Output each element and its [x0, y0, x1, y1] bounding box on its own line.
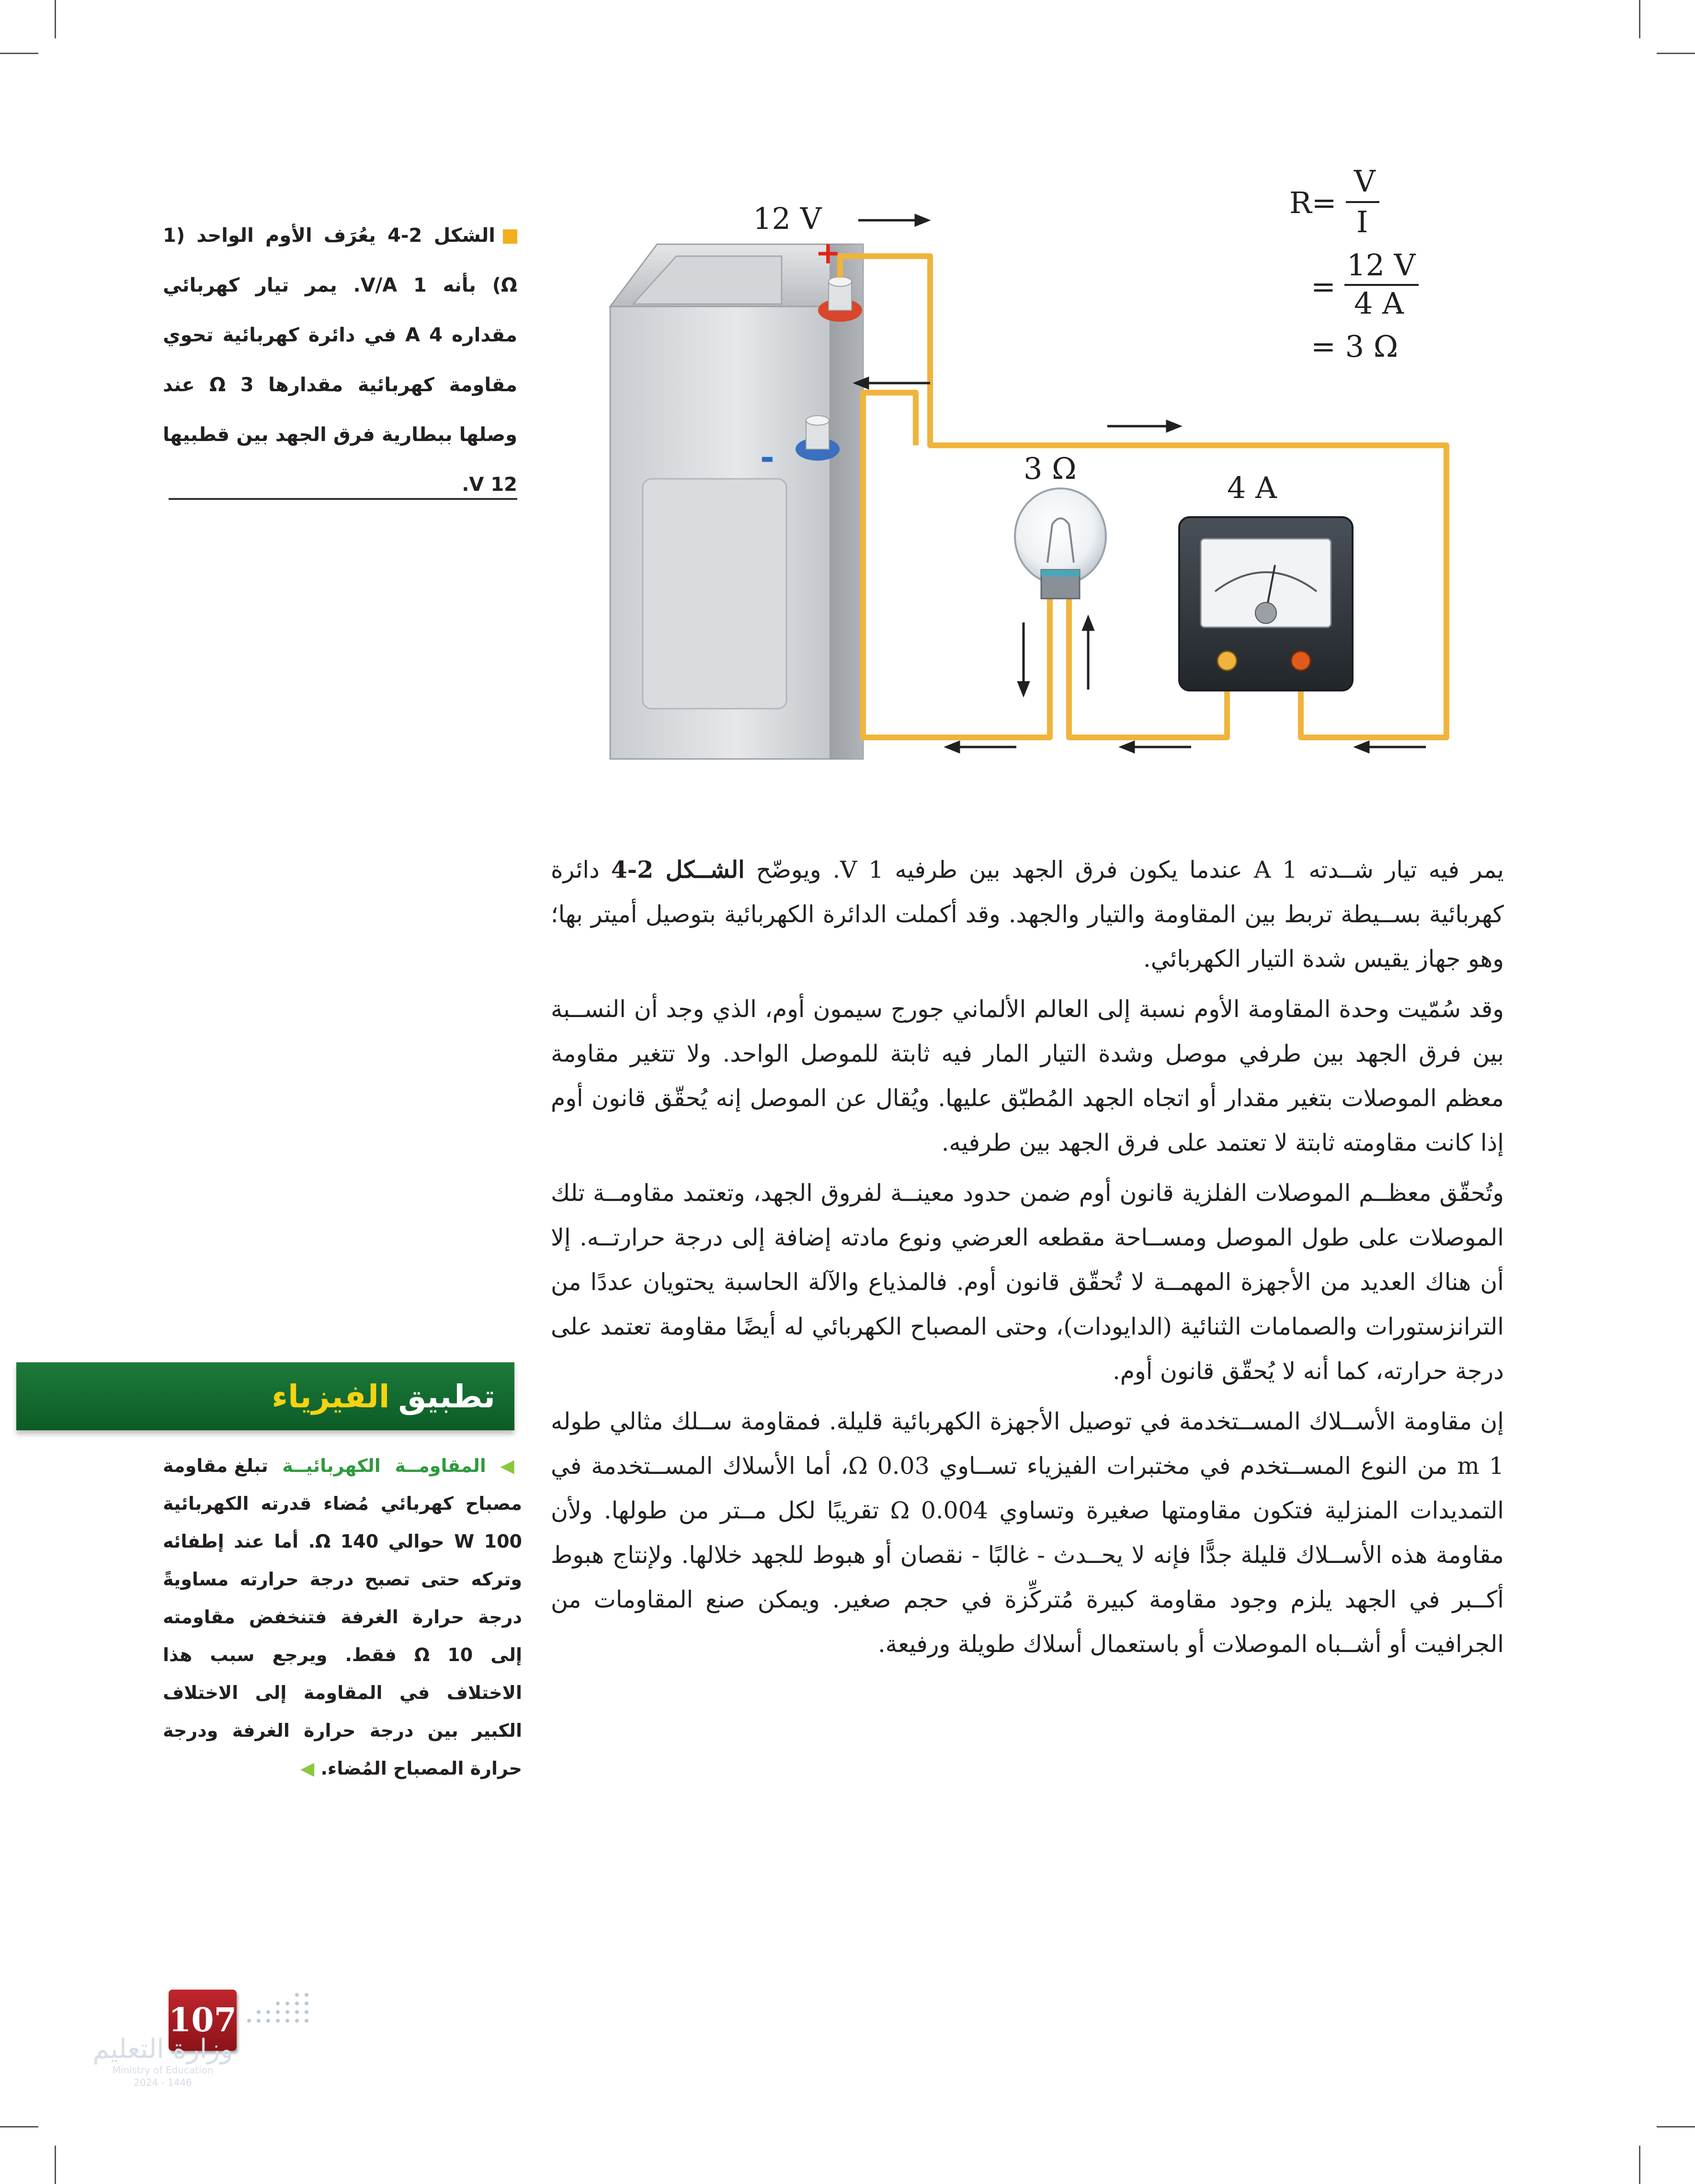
triangle-icon: ◀ [300, 1758, 315, 1779]
figure-reference: الشــكل 2-4 [611, 856, 745, 883]
crop-mark [55, 2146, 56, 2184]
ohm-equation [1289, 164, 1419, 364]
sidebar-title-part1: تطبيق [398, 1378, 495, 1415]
page-number: 107 [169, 1990, 237, 2051]
crop-mark [1639, 2146, 1640, 2184]
arrow-head [1122, 742, 1134, 752]
arrow-head [1083, 618, 1093, 630]
bulb-resistance-label: 3 Ω [1024, 451, 1077, 486]
arrow-head [1167, 421, 1179, 431]
body-text [551, 848, 1504, 1672]
caption-line: 12 V. [462, 474, 517, 496]
caption-line: (1 Ω) بأنه 1 V/A. يمر تيار كهربائي [163, 225, 517, 296]
triangle-icon: ◀ [500, 1455, 522, 1476]
caption-label: الشكل 2-4 [387, 225, 495, 247]
crop-mark [1657, 53, 1695, 54]
arrow-head [916, 215, 928, 225]
caption-square-icon [503, 229, 517, 244]
equation-eq2: = [1311, 269, 1336, 304]
battery [610, 244, 863, 759]
paragraph-text: يمر فيه تيار شــدته 1 A عندما يكون فرق الجهد بين طرفيه 1 V. ويوضّح [756, 856, 1504, 883]
ammeter-current-label: 4 A [1227, 470, 1277, 505]
sidebar-body: تبلغ مقاومة مصباح كهربائي مُضاء قدرته الكهربائية 100 W حوالي 140 Ω. أما عند إطفائه وتركه حتى تصبح درجة حرارته مساويةً درجة حرارة الغرفة فتنخفض مقاومته إلى 10 Ω فقط. ويرجع سبب هذا الاختلاف في المقاومة إلى الاختلاف الكبير بين درجة حرارة الغرفة ودرجة حرارة المصباح المُضاء. [163, 1455, 523, 1779]
ministry-watermark [77, 2035, 249, 2089]
equation-den: 4 A [1354, 286, 1404, 321]
sidebar-header [16, 1362, 514, 1430]
bulb-base-band [1041, 570, 1080, 577]
ammeter [1179, 517, 1353, 690]
crop-mark [1639, 0, 1640, 38]
dots-decoration-icon [244, 1992, 311, 2026]
plus-sign: + [815, 236, 841, 271]
crop-mark [0, 2126, 38, 2127]
negative-terminal-cap [806, 416, 829, 425]
minus-sign: - [760, 437, 774, 477]
paragraph: إن مقاومة الأســلاك المســتخدمة في توصيل الأجهزة الكهربائية قليلة. فمقاومة ســلك مثالي طوله 1 m من النوع المســتخدم في مختبرات الفيزياء تســاوي 0.03 Ω، أما الأسلاك المســتخدمة في التمديدات المنزلية فتكون مقاومتها صغيرة وتساوي 0.004 Ω تقريبًا لكل مــتر من طولها. ولأن مقاومة هذه الأســلاك قليلة جدًّا فإنه لا يحــدث - غالبًا - نقصان أو هبوط للجهد خلالها. ولإنتاج هبوط أكــبر في الجهد يلزم وجود مقاومة كبيرة مُتركِّزة في حجم صغير. ويمكن صنع المقاومات من الجرافيت أو أشــباه الموصلات أو باستعمال أسلاك طويلة ورفيعة. [551, 1408, 1504, 1658]
ammeter-terminal-black [1217, 651, 1237, 670]
sidebar-title-part2: الفيزياء [272, 1378, 390, 1415]
battery-voltage-label: 12 V [753, 201, 822, 236]
figure-caption [163, 211, 517, 509]
positive-terminal-cap [829, 277, 852, 286]
ministry-name-english: Ministry of Education [112, 2064, 214, 2076]
equation-num: 12 V [1347, 248, 1416, 283]
caption-line: مقداره 4 A في دائرة كهربائية تحوي [163, 324, 517, 346]
ministry-name-arabic: وزارة التعليم [92, 2034, 233, 2065]
caption-line: وصلها ببطارية فرق الجهد بين قطبيها [163, 424, 517, 446]
sidebar-keyword: المقاومــة الكهربائيــة [282, 1455, 486, 1476]
circuit-wires [840, 256, 1446, 737]
arrow-head [947, 742, 959, 752]
caption-line: يعُرَف الأوم الواحد [196, 225, 376, 247]
light-bulb [1015, 488, 1106, 599]
wire-positive [840, 256, 1446, 737]
crop-mark [1657, 2126, 1695, 2127]
ministry-year: 2024 - 1446 [134, 2077, 192, 2088]
paragraph: وتُحقّق معظــم الموصلات الفلزية قانون أوم ضمن حدود معينــة لفروق الجهد، وتعتمد مقاومــة تلك الموصلات على طول الموصل ومســاحة مقطعه العرضي ونوع مادته إضافة إلى درجة حرارتــه. إلا أن هناك العديد من الأجهزة المهمــة لا تُحقّق قانون أوم. فالمذياع والآلة الحاسبة يحتويان عددًا من الترانزستورات والصمامات الثنائية (الدايودات)، وحتى المصباح الكهربائي له أيضًا مقاومة تعتمد على درجة حرارته، كما أنه لا يُحقّق قانون أوم. [551, 1179, 1504, 1385]
paragraph [551, 848, 1504, 981]
arrow-head [1356, 742, 1368, 752]
paragraph-text: دائرة كهربائية بســيطة تربط بين المقاومة والتيار والجهد. وقد أكملت الدائرة الكهربائية بتوصيل أميتر بها؛ وهو جهاز يقيس شدة التيار الكهربائي. [551, 856, 1504, 973]
crop-mark [55, 0, 56, 38]
caption-line: مقاومة كهربائية مقدارها 3 Ω عند [163, 374, 517, 396]
equation-i: I [1356, 204, 1368, 239]
arrow-head [1019, 682, 1028, 694]
equation-result: = 3 Ω [1311, 329, 1399, 364]
equation-lhs: R= [1289, 185, 1337, 220]
paragraph: وقد سُمّيت وحدة المقاومة الأوم نسبة إلى العالم الألماني جورج سيمون أوم، الذي وجد أن النســبة بين فرق الجهد بين طرفي موصل وشدة التيار المار فيه ثابتة للموصل الواحد. ولا تتغير مقاومة معظم الموصلات بتغير مقدار أو اتجاه الجهد المُطبّق عليها. ويُقال عن الموصل إنه يُحقّق قانون أوم إذا كانت مقاومته ثابتة لا تعتمد على فرق الجهد بين طرفيه. [551, 996, 1504, 1156]
equation-v: V [1354, 164, 1376, 199]
sidebar-text [163, 1447, 522, 1788]
ammeter-terminal-red [1291, 651, 1310, 670]
battery-label-panel [643, 479, 786, 709]
battery-side [830, 244, 863, 759]
caption-divider [169, 498, 517, 500]
circuit-figure [604, 163, 1467, 761]
ammeter-pivot [1255, 602, 1276, 623]
crop-mark [0, 53, 38, 54]
